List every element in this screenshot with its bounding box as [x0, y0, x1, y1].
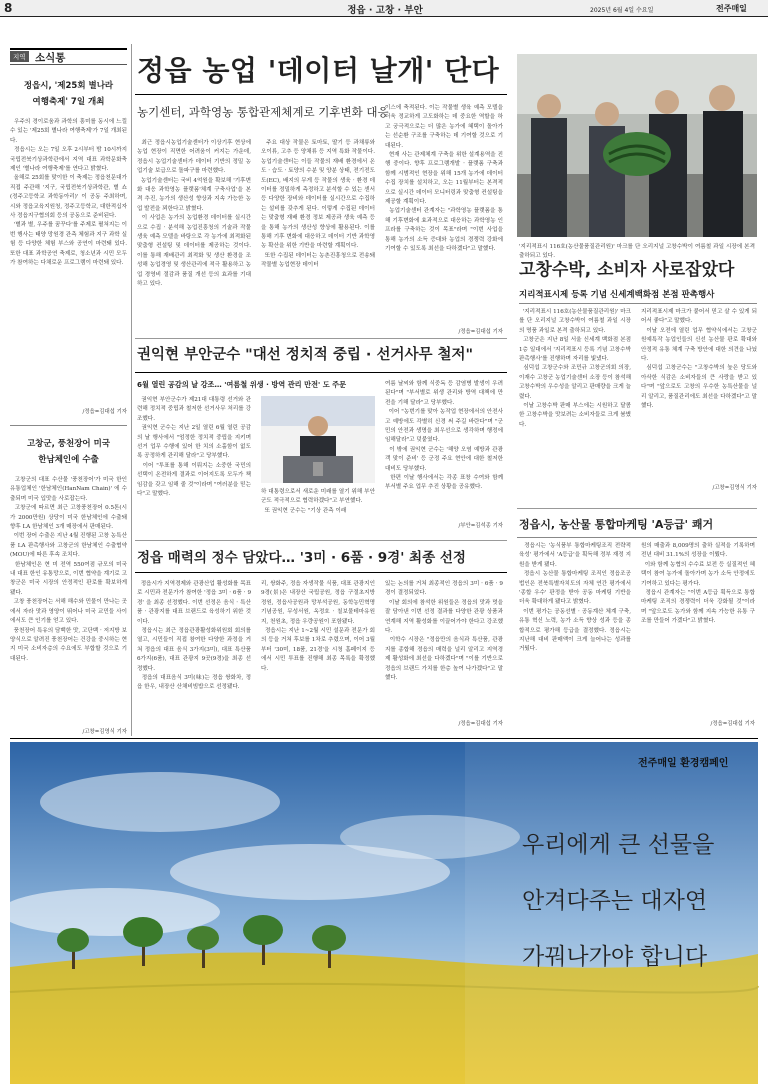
page-header: [0, 0, 768, 17]
article-column: '지리적표시 116호(농산물품질관리원)' 마크를 단 오리지널 고창수박이 여름철 과일 시장의 명품 과일로 본격 출하되고 있다. 고창군은 지난 8일 서울 신세계 백화점 본점 1층 일대에서 '지리적표시 등록 기념 고창수박 판촉행사'를 진행하며 자리를 빛냈다. 심덕섭 고창군수와 조민규 고창군의회 의장, 이재수 고창군 농업기술센터 소장 등이 참석해 고창수박의 우수성을 알리고 판매량을 크게 늘렸다. 이날 고창수박 판매 부스에는 시원하고 달콤한 고창수박을 맛보려는 소비자들로 크게 붐볐다.: [519, 309, 632, 428]
environment-campaign-ad: [10, 742, 758, 1084]
article-column: 리, 쌍화주, 정읍 자생작물 식품, 대표 관광지인 9경(景)은 내장산 국립공원, 정읍 구절초지방정원, 정읍사공원과 망부석공원, 동학농민혁명기념공원, 무성서원, 옥정호 · 칠보물테마유원지, 천원초, 정읍 우량공원이 포함됐다. 정읍시는 지난 1~2월 시민 설문과 전문가 회의 등을 거쳐 후보를 1차로 추렸으며, 이어 3월부터 '30미, 18품, 21경'을 시청 홈페이지 등에서 시민 투표를 진행해 최종 목록을 확정했다.: [261, 581, 375, 672]
sidebar-news2-headline: [10, 436, 127, 468]
sidebar-news1-body: 우주의 경이로움과 과학의 흥미를 동시에 느낄 수 있는 '제25회 별나라 여행축제'가 7일 개최된다. 정읍시는 오는 7일 오후 2시부터 밤 10시까지 국립전북기상과학관에서 지역 대표 과학문화축제인 '별나라 여행축제'를 연다고 밝혔다. 올해로 25회를 맞이한 이 축제는 정읍천문대가 직접 주관해 '지구, 국립전북기상과학관, 별 쇼(정주고등학교 과학동아리)' 이 공동 주최하며, 시와 정읍교육지원청, 정주고등학교, 대한적십자사 정읍지구협의회 등의 공동으로 준비된다. '별과 별, 우주를 꿈꾸다'를 주제로 펼쳐지는 이번 행사는 태양 망원경 관측 체험과 지구 과학 실험 등 다양한 체험 부스와 공연이 마련돼 있다. 또한 대표 과학공연 축제로, 청소년과 시민 모두가 참여하는 다채로운 프로그램이 마련돼 있다.: [10, 119, 127, 267]
divider: [135, 540, 507, 541]
column-rule: [131, 44, 132, 736]
article-byline: /정읍=김대섭 기자: [710, 721, 755, 727]
photo-illustration: [261, 396, 375, 483]
article-column: 정읍시는 '농식품부 통합마케팅조직 전략적 육성' 평가에서 'A등급'을 획득해 정부 재정 지원을 받게 됐다. 정읍시 농산물 통합마케팅 조직인 정읍조공법인은 전북특별자치도의 자체 연간 평가에서 '종합 우수' 판정을 받아 공동 마케팅 기반을 더욱 확대하게 됐다고 밝혔다. 이번 평가는 공동선별 · 공동계산 체계 구축, 유통 혁신 노력, 농가 소득 향상 성과 등을 종합적으로 평가해 등급을 결정했다. 정읍시는 지난해 대비 판매액이 크게 늘어나는 성과를 거뒀다.: [519, 543, 631, 653]
article-headline: 권익현 부안군수 "대선 정치적 중립 · 선거사무 철저": [137, 347, 474, 363]
divider: [135, 338, 507, 339]
watermelon-ceremony-photo: [517, 54, 757, 237]
divider: [10, 738, 758, 739]
headline-line: 정읍시, '제25회 별나라: [23, 81, 114, 91]
ad-campaign-title: 전주매일 환경캠페인: [638, 758, 729, 769]
article-column: 최근 정읍시농업기술센터가 이상기후 현상에 농업 현장이 직면한 어려움이 커지는 가운데, 정읍시 농업기술센터가 데이터 기반의 정밀 농업기술 보급으로 돌파구를 마련했다. 농업기술센터는 국비 4억원을 확보해 '기후변화 대응 과학영농 플랫폼'체계 구축사업'을 본격 추진, 농가의 생산성 향상과 지속 가능한 농업 발전을 꾀한다고 밝혔다. 이 사업은 농가의 농업환경 데이터를 실시간으로 수집 · 분석해 농업진흥청의 기술과 작물생육 예측 모델을 바탕으로 각 농가에 최적화된 맞춤형 컨설팅 및 데이터를 제공하는 것이다. 이를 통해 재배관리 최적화 및 생산 환경을 조성해 농업경영 및 생산관리에 적극 활용하고 농업 경영비 절감과 품질 개선 등의 효과를 기대하고 있다.: [137, 140, 251, 288]
photo-illustration: [517, 54, 757, 237]
ad-slogan-line: 가꿔나가야 합니다: [522, 944, 708, 970]
article-data-farming: [135, 44, 507, 336]
sidebar-title: 소식통: [35, 52, 66, 64]
governor-photo: [261, 396, 375, 483]
article-column: 있는 논의를 거쳐 최종적인 정읍의 3미 · 6품 · 9경이 결정되었다. 이날 회의에 참석한 위원들은 정읍의 맛과 멋을 잘 담아낸 이번 선정 결과를 다양한 관광 상품과 연계해 지역 활성화를 이끌어가야 한다고 강조했다. 이학수 시장은 "정읍만의 음식과 특산품, 관광지를 종합해 정읍의 매력을 널리 알리고 지역경제 활성화에 최선을 다하겠다"며 "이를 기반으로 정읍의 브랜드 가치를 한층 높여 나가겠다"고 말했다.: [385, 581, 504, 682]
divider: [519, 303, 757, 304]
divider: [135, 94, 507, 95]
article-column: 정읍시가 지역경제와 관광산업 활성화를 목표로 시민과 전문가가 참여한 '정읍 3미 · 6품 · 9경' 을 최종 선정했다. 이번 선정은 음식 · 특산품 · 관광지를 대표 브랜드로 육성하기 위한 것이다. 정읍시는 최근 정읍관광활성화위원회 회의를 열고, 시민들이 직접 참여한 다양한 과정을 거쳐 정읍의 대표 음식 3가지(3미), 대표 특산품 6가지(6품), 대표 관광지 9곳(9경)을 최종 선정했다. 정읍의 대표음식 3미(味)는 정읍 쌍화차, 정읍 한우, 내장산 산채비빔밥으로 선정됐다.: [137, 581, 251, 691]
section-title: 정읍 · 고창 · 부안: [347, 5, 423, 16]
article-ag-marketing: [517, 512, 757, 734]
headline-line: 여행축제' 7일 개최: [32, 97, 105, 107]
article-byline: /정읍=김대섭 기자: [458, 721, 503, 727]
article-column: 이스에 축적된다. 이는 작물별 생육 예측 모델을 더욱 정교하게 고도화하는 데 중요한 역할을 하고 궁극적으로는 더 많은 농가에 혜택이 돌아가는 선순환 구조를 구축하는 데 기여할 것으로 기대된다. 현재 사는 관제체계 구축을 위한 설계용역을 진행 중이다. 향후 프로그램개발 · 플랫폼 구축과 함께 시범적인 현장을 위해 15개 농가에 데이터 수집 장치를 설치하고, 오는 11월부터는 본격적으로 실시간 데이터 모니터링과 맞춤형 컨설팅을 제공할 계획이다. 농업기술센터 관계자는 "과학영농 플랫폼을 통해 기후변화에 효과적으로 대응하는 과학영농 인프라를 구축하는 것이 목표"라며 "이번 사업을 통해 농가의 소득 증대와 농업의 경쟁력 강화에 기여할 수 있도록 최선을 다하겠다"고 말했다.: [385, 105, 504, 253]
divider: [135, 372, 507, 373]
divider: [10, 425, 127, 426]
article-byline: /부안=김석종 기자: [458, 523, 503, 529]
divider: [517, 537, 757, 538]
article-column: 주요 대상 작물은 토마토, 딸기 등 과채류와 오이류, 고추 등 양채류 등 지역 특화 작물이다. 농업기술센터는 이들 작물의 재배 환경에서 온도 · 습도 · 토양의 수분 및 양분 상태, 전기전도도(EC), 배지의 무게 등 작물의 생육 · 환경 데이터를 정밀하게 측정하고 분석할 수 있는 센서 등 다양한 장비와 데이터를 실시간으로 수집하는 설비를 갖추게 된다. 이렇게 수집된 데이터는 맞춤형 재배 환경 정보 제공과 생육 예측 등을 통해 농가의 생산성 향상에 활용된다. 이를 통해 기후 변화에 대응하고 데이터 기반 과학영농 확산을 위한 기반을 마련할 계획이다. 또한 수집된 데이터는 농촌진흥청으로 전송돼 작물별 농업현장 데이터: [261, 140, 375, 269]
paper-name: 전주매일: [716, 4, 747, 13]
article-buan: [135, 340, 507, 538]
gochang-headline: 고창수박, 소비자 사로잡았다: [519, 260, 735, 280]
sidebar-label: 지역: [10, 51, 29, 62]
article-headline: 정읍시, 농산물 통합마케팅 'A등급' 쾌거: [519, 518, 714, 531]
article-jeongeup-brand: [135, 542, 507, 732]
article-column: 권익현 부안군수가 제21대 대통령 선거와 관련해 정치적 중립과 철저한 선거사무 처리를 강조했다. 권익현 군수는 지난 2일 열린 6월 열린 공감의 날 행사에서 "엄정한 정치적 중립을 지키며 선거 업무 수행에 있어 한 치의 소홀함이 없도록 공정하게 관리해 달라"고 당부했다. 이어 "투표를 통해 이뤄지는 소중한 국민의 선택이 온전하게 결과로 이어지도록 모두가 책임감을 갖고 임해 줄 것"이라며 "여러분을 믿는다"고 말했다.: [137, 397, 251, 498]
article-subheadline: 6월 열린 공감의 날 강조… '여름철 위생 · 방역 관리 만전' 도 주문: [137, 380, 347, 389]
sidebar-header: [10, 48, 127, 65]
article-byline: /고창=김영식 기자: [712, 485, 757, 491]
gochang-subheadline: 지리적표시제 등록 기념 신세계백화점 본점 판촉행사: [519, 290, 715, 300]
sidebar-news2-byline: /고창=김영식 기자: [82, 729, 127, 735]
headline-line: 고창군, 풍천장어 미국: [26, 439, 111, 449]
sidebar-news2-body: 고창군의 대표 수산물 '풍천장어'가 미국 한인 유통업체인 '한남체인(HanNam Chain)' 에 수출되며 미국 입맛을 사로잡는다. 고창군에 따르면 최근 고창풍천장어 0.5톤(시가 2000만원) 상당이 미국 한남체인에 수출돼 향후 LA 한남체인 3개 매장에서 판매된다. 이번 장어 수출은 지난 4월 진행된 고창 농특산품 LA 판촉행사와 고창군의 한남체인 수출협약(MOU)에 따른 후속 조치다. 한남체인은 현 미 전역 550여점 규모의 미국 내 대표 한인 유통망으로, 이번 협약을 계기로 고창군은 미국 시장의 안정적인 판로를 확보하게 됐다. 고창 풍천장어는 서해 해수와 민물이 만나는 곳에서 자라 맛과 영양이 뛰어나 미국 교민들 사이에서도 큰 인기를 얻고 있다. 풍천장어 특유의 담백한 맛, 고단백 · 저지방 보양식으로 알려진 풍천장어는 건강을 중시하는 현지 미국 소비자층의 수요에도 부합할 것으로 기대된다.: [10, 477, 128, 662]
article-subheadline: 농기센터, 과학영농 통합관제체계로 기후변화 대응: [137, 105, 389, 119]
article-column: 여름 날씨와 함께 식중독 등 감염병 발생이 우려된다"며 "부서별로 위생 관리와 방역 대책에 만전을 기해 달라"고 당부했다. 이어 "농번기를 맞아 농작업 현장에서의 안전사고 예방에도 각별히 신경 써 주길 바란다"며 "군민의 안전과 생명을 최우선으로 생각하며 행정에 임해달라"고 덧붙였다. 이 밖에 권익현 군수는 '해양 오염 예방과 관광객 맞이 준비' 등 군정 주요 현안에 대한 철저한 대비도 당부했다. 한편 이날 행사에서는 각종 표창 수여와 함께 부서별 주요 업무 추진 상황을 공유했다.: [385, 381, 503, 491]
sidebar-news1-byline: /정읍=김대섭 기자: [82, 409, 127, 415]
divider: [135, 572, 507, 573]
photo-caption: '지리적표시 116호(농산물품질관리원)' 마크를 단 오리지널 고창수박이 여름철 과일 시장에 본격 출하되고 있다.: [519, 244, 757, 259]
article-byline: /정읍=김대섭 기자: [458, 329, 503, 335]
issue-date: 2025년 6월 4일 수요일: [590, 7, 654, 14]
ad-slogan-line: 우리에게 큰 선물을: [522, 832, 715, 858]
page-number: 8: [4, 1, 13, 15]
article-column: 지리적표시제 마크가 붙어서 믿고 살 수 있게 되어서 좋다"고 말했다. 이날 오전에 열린 업무 협약식에서는 고창군 원예특작 농업인들의 신선 농산물 판로 확대와 안정적 유통 체계 구축 방안에 대한 의견을 나눴다. 심덕섭 고창군수는 "고창수박의 높은 당도와 아삭한 식감은 소비자들의 큰 사랑을 받고 있다"며 "앞으로도 고창의 우수한 농특산물을 널리 알리고, 품질관리에도 최선을 다하겠다"고 말했다.: [641, 309, 758, 410]
article-headline: 정읍 농업 '데이터 날개' 단다: [137, 54, 500, 87]
sidebar: [10, 48, 128, 735]
sidebar-news1-headline: [10, 78, 127, 110]
article-column: 원의 매출과 8,009명의 출하 실적을 기록하며 전년 대비 31.1%의 성장을 이뤘다. 이와 함께 농협의 수수료 보전 등 실질적인 혜택이 참여 농가에 돌아가며 농가 소득 안정에도 기여하고 있다는 평가다. 정읍시 관계자는 "이번 A등급 획득으로 통합마케팅 조직의 경쟁력이 더욱 강화될 것"이라며 "앞으로도 농가와 함께 지속 가능한 유통 구조를 만들어 가겠다"고 밝혔다.: [641, 543, 755, 625]
headline-line: 한남체인에 수출: [38, 455, 99, 465]
article-column: 하 대통령으로서 새로운 미래를 열기 위해 부안군도 적극적으로 협력하겠다"고 부연했다. 또 권익현 군수는 "기상 관측 이래: [261, 489, 375, 514]
divider: [517, 508, 757, 509]
article-headline: 정읍 매력의 정수 담았다… '3미 · 6품 · 9경' 최종 선정: [137, 550, 466, 566]
ad-slogan-line: 안겨다주는 대자연: [522, 888, 708, 914]
